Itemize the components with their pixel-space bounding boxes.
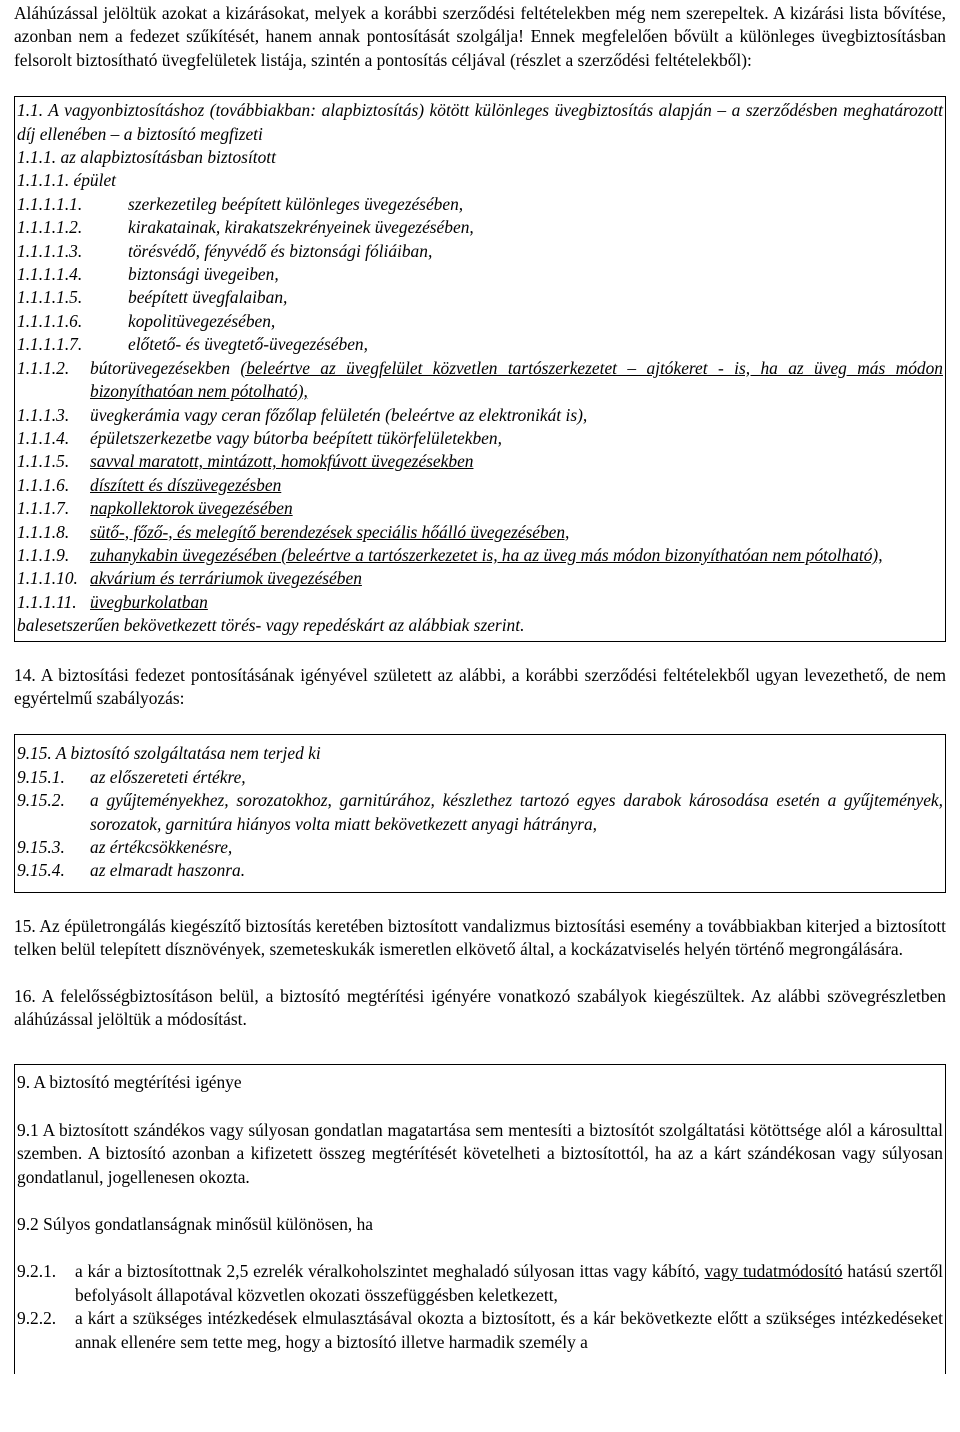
list-item: 1.1.1.1.3. törésvédő, fényvédő és biztonsági fóliáiban, [17, 240, 433, 261]
box1-l1: 1.1.1. az alapbiztosításban biztosított [17, 147, 276, 168]
box3-p92: 9.2 Súlyos gondatlanságnak minősül különösen, ha [17, 1214, 373, 1235]
document-page [14, 0, 946, 1374]
list-item: 9.2.1. a kár a biztosítottnak 2,5 ezrelék véralkoholszintet meghaladó súlyosan ittas vagy kábító, vagy tudatmódosító hatású szertől befolyásolt állapotával közvetlen okozati összefüggésben keletkezett, [17, 1260, 943, 1307]
list-item: 1.1.1.1.2. kirakatainak, kirakatszekrényeinek üvegezésében, [17, 217, 474, 238]
list-item: 9.15.4. az elmaradt haszonra. [17, 860, 246, 881]
excerpt-box-glass-insurance [14, 96, 946, 641]
list-item: 9.15.1. az előszereteti értékre, [17, 766, 246, 787]
list-item: 1.1.1.10. akvárium és terráriumok üvegezésében [17, 568, 362, 589]
excerpt-box-recovery [14, 1064, 946, 1374]
list-item: 1.1.1.11. üvegburkolatban [17, 591, 208, 612]
list-item: 1.1.1.8. sütő-, főző-, és melegítő berendezések speciális hőálló üvegezésében, [17, 521, 570, 542]
list-item: 9.2.2. a kárt a szükséges intézkedések elmulasztásával okozta a biztosított, és a kár bekövetkezte előtt a szükséges intézkedéseket annak ellenére sem tette meg, hogy a biztosító illetve harmadik személy a [17, 1308, 943, 1352]
list-item: 1.1.1.6. díszített és díszüvegezésben [17, 474, 282, 495]
box1-closing: balesetszerűen bekövetkezett törés- vagy repedéskárt az alábbiak szerint. [17, 615, 525, 636]
box3-title: 9. A biztosító megtérítési igénye [17, 1072, 242, 1093]
intro-paragraph: Aláhúzással jelöltük azokat a kizárásokat, melyek a korábbi szerződési feltételekben még nem szerepeltek. A kizárási lista bővítése, azonban nem a fedezet szűkítését, hanem annak pontosítását szolgálja! Ennek megfelelően bővült a különleges üvegbiztosításban felsorolt biztosítható üvegfelületek listája, szintén a pontosítás céljával (részlet a szerződési feltételekből): [14, 3, 946, 70]
list-item: 1.1.1.5. savval maratott, mintázott, homokfúvott üvegezésekben [17, 451, 474, 472]
box1-i2-text: bútorüvegezésekben (beleértve az üvegfelület közvetlen tartószerkezetet – ajtókeret - is, ha az üveg más módon bizonyíthatóan nem pótolható), [90, 357, 943, 402]
list-item: 1.1.1.9. zuhanykabin üvegezésében (beleértve a tartószerkezetet is, ha az üveg más módon bizonyíthatóan nem pótolható), [17, 544, 883, 565]
box1-sublist [17, 193, 943, 357]
list-item: 1.1.1.3. üvegkerámia vagy ceran főzőlap felületén (beleértve az elektronikát is), [17, 404, 588, 425]
list-item: 1.1.1.7. napkollektorok üvegezésében [17, 498, 293, 519]
paragraph-16: 16. A felelősségbiztosításon belül, a biztosító megtérítési igényére vonatkozó szabályok kiegészültek. Az alábbi szövegrészletben aláhúzással jelöltük a módosítást. [14, 985, 946, 1030]
box2-lead: 9.15. A biztosító szolgáltatása nem terjed ki [17, 743, 321, 764]
list-item: 1.1.1.2. bútorüvegezésekben (beleértve az üvegfelület közvetlen tartószerkezetet – ajtókeret - is, ha az üveg más módon bizonyíthatóan nem pótolható), [17, 357, 943, 404]
paragraph-15: 15. Az épületrongálás kiegészítő biztosítás keretében biztosított vandalizmus biztosítási esemény a továbbiakban kiterjed a biztosított telken belül telepített dísznövények, szemeteskukák ismeretlen elkövető által, a kockázatviselés helyén történő megrongálására. [14, 915, 946, 960]
box1-l2: 1.1.1.1. épület [17, 170, 117, 191]
list-item: 1.1.1.1.5. beépített üvegfalaiban, [17, 287, 288, 308]
list-item: 1.1.1.1.7. előtető- és üvegtető-üvegezésében, [17, 334, 368, 355]
paragraph-14: 14. A biztosítási fedezet pontosításának igényével született az alábbi, a korábbi szerződési feltételekből ugyan levezethető, de nem egyértelmű szabályozás: [14, 664, 946, 708]
list-item: 1.1.1.1.4. biztonsági üvegeiben, [17, 264, 279, 285]
box3-p91: 9.1 A biztosított szándékos vagy súlyosan gondatlan magatartása sem mentesíti a biztosítót szolgáltatási kötöttsége alól a károsulttal szemben. A biztosító azonban a kifizetett összeg megtérítését követelheti a biztosítottól, ha az a kárt szándékosan vagy súlyosan gondatlanul, jogellenesen okozta. [17, 1119, 943, 1187]
list-item: 9.15.3. az értékcsökkenésre, [17, 837, 233, 857]
box1-lead: 1.1. A vagyonbiztosításhoz (továbbiakban: alapbiztosítás) kötött különleges üvegbiztosítás alapján – a szerződésben meghatározott díj ellenében – a biztosító megfizeti [17, 100, 943, 144]
list-item: 1.1.1.1.1. szerkezetileg beépített különleges üvegezésében, [17, 193, 464, 214]
excerpt-box-exclusions [14, 734, 946, 892]
list-item: 1.1.1.4. épületszerkezetbe vagy bútorba beépített tükörfelületekben, [17, 427, 502, 448]
list-item: 9.15.2. a gyűjteményekhez, sorozatokhoz, garnitúrához, készlethez tartozó egyes darabok károsodása esetén a gyűjtemények, sorozatok, garnitúra hiányos volta miatt bekövetkezett anyagi hátrányra, [17, 790, 943, 834]
list-item: 1.1.1.1.6. kopolitüvegezésében, [17, 310, 276, 331]
box3-i1-text: a kár a biztosítottnak 2,5 ezrelék véralkoholszintet meghaladó súlyosan ittas vagy kábító, vagy tudatmódosító hatású szertől befolyásolt állapotával közvetlen okozati összefüggésben keletkezett, [75, 1261, 943, 1305]
